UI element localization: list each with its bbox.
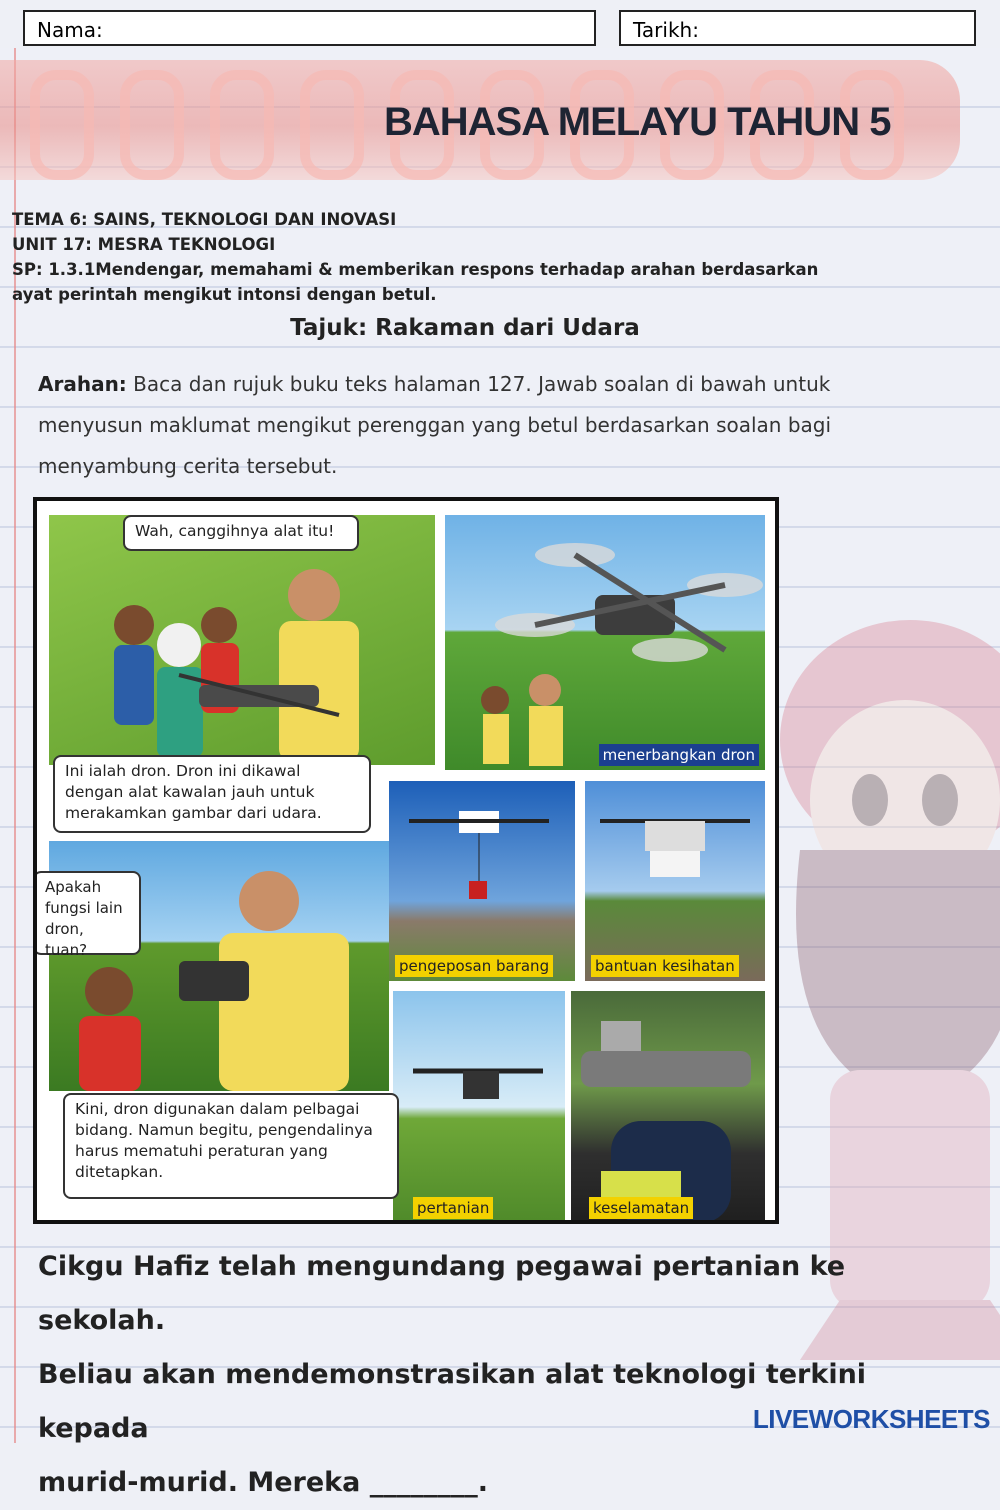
binding-ring [210,70,274,180]
panel-health [585,781,765,981]
comic-strip [33,497,779,1224]
instructions [38,364,928,487]
question-line-1: Cikgu Hafiz telah mengundang pegawai pertanian ke sekolah. [38,1251,846,1336]
scene-family-drone [49,515,435,765]
speech-bubble-fungsi: Apakah fungsi lain dron, tuan? [33,871,141,955]
panel-drone-intro [49,515,435,765]
binding-ring [30,70,94,180]
caption-bantuan-kesihatan: bantuan kesihatan [591,955,739,977]
arahan-label: Arahan: [38,372,127,396]
sp-line-1: SP: 1.3.1Mendengar, memahami & memberikan respons terhadap arahan berdasarkan [12,260,819,279]
tema-line: TEMA 6: SAINS, TEKNOLOGI DAN INOVASI [12,210,397,229]
tarikh-label: Tarikh: [633,18,699,42]
speech-bubble-canggih: Wah, canggihnya alat itu! [123,515,359,551]
panel-safety [571,991,765,1223]
question-line-2: Beliau akan mendemonstrasikan alat teknologi terkini kepada [38,1359,867,1444]
scene-flying-drone [445,515,765,770]
liveworksheets-logo: LIVEWORKSHEETS [752,1404,990,1434]
scene-health-drone [585,781,765,981]
question-text [38,1240,968,1510]
sp-line-2: ayat perintah mengikut intonsi dengan betul. [12,285,437,304]
nama-field[interactable] [23,10,596,46]
question-line-3: murid-murid. Mereka ________. [38,1467,489,1498]
panel-flying-drone [445,515,765,770]
speech-bubble-ini-dron: Ini ialah dron. Dron ini dikawal dengan alat kawalan jauh untuk merakamkan gambar dari udara. [53,755,371,833]
panel-agriculture [393,991,565,1223]
binding-ring [120,70,184,180]
tajuk-heading: Tajuk: Rakaman dari Udara [290,315,640,341]
panel-delivery [389,781,575,981]
caption-pengeposan-barang: pengeposan barang [395,955,553,977]
unit-line: UNIT 17: MESRA TEKNOLOGI [12,235,276,254]
scene-agri-drone [393,991,565,1223]
tarikh-field[interactable] [619,10,976,46]
nama-label: Nama: [37,18,103,42]
speech-bubble-kini: Kini, dron digunakan dalam pelbagai bidang. Namun begitu, pengendalinya harus mematuhi peraturan yang ditetapkan. [63,1093,399,1199]
scene-safety-drone [571,991,765,1223]
caption-menerbangkan-dron: menerbangkan dron [599,744,759,766]
caption-pertanian: pertanian [413,1197,493,1219]
worksheet-title: BAHASA MELAYU TAHUN 5 [384,100,891,144]
lesson-info [12,207,818,307]
binding-ring [300,70,364,180]
arahan-text: Baca dan rujuk buku teks halaman 127. Jawab soalan di bawah untuk menyusun maklumat mengikut perenggan yang betul berdasarkan soalan bagi menyambung cerita tersebut. [38,372,832,478]
caption-keselamatan: keselamatan [589,1197,693,1219]
scene-delivery-drone [389,781,575,981]
